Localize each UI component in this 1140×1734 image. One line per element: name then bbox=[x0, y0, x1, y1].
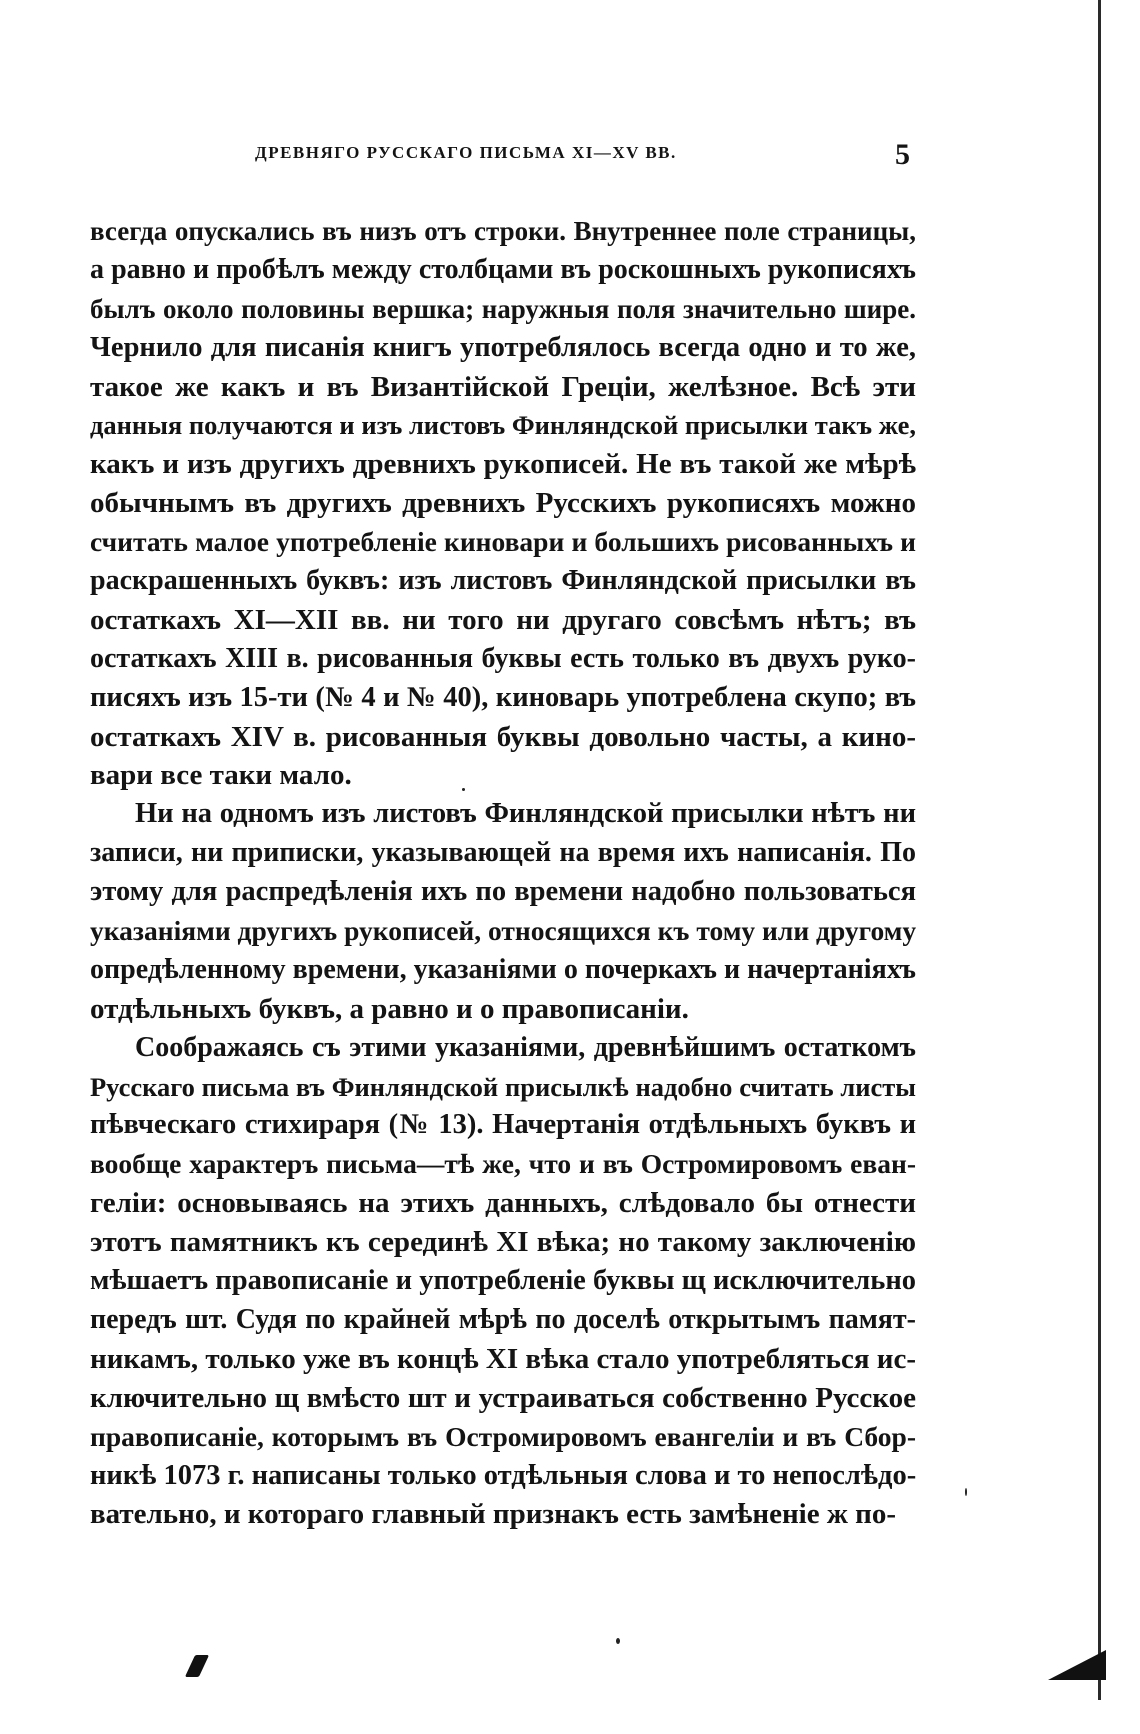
text-line: этому для распредѣленія ихъ по времени надобно пользоваться bbox=[90, 876, 916, 908]
ink-speck bbox=[965, 1488, 967, 1496]
text-line: никамъ, только уже въ концѣ XI вѣка стало употребляться ис- bbox=[90, 1342, 916, 1375]
text-line: передъ шт. Судя по крайней мѣрѣ по доселѣ открытымъ памят- bbox=[90, 1303, 916, 1335]
text-line: остаткахъ XIV в. рисованныя буквы довольно часты, а кино- bbox=[90, 720, 916, 753]
text-line: какъ и изъ другихъ древнихъ рукописей. Не въ такой же мѣрѣ bbox=[90, 448, 916, 481]
text-line: остаткахъ XI—XII вв. ни того ни другаго совсѣмъ нѣтъ; въ bbox=[90, 603, 916, 636]
text-line: мѣшаетъ правописаніе и употребленіе буквы щ исключительно bbox=[90, 1265, 916, 1297]
text-line: такое же какъ и въ Византійской Греціи, желѣзное. Всѣ эти bbox=[90, 370, 916, 403]
text-line: остаткахъ XIII в. рисованныя буквы есть только въ двухъ руко- bbox=[90, 642, 916, 674]
text-line: всегда опускались въ низъ отъ строки. Внутреннее поле страницы, bbox=[90, 216, 916, 246]
text-line: писяхъ изъ 15-ти (№ 4 и № 40), киноварь употреблена скупо; въ bbox=[90, 681, 916, 713]
text-line: отдѣльныхъ буквъ, а равно и о правописаніи. bbox=[90, 992, 689, 1025]
text-line: вательно, и котораго главный признакъ есть замѣненіе ж по- bbox=[90, 1498, 896, 1531]
text-line: вари все таки мало. bbox=[90, 759, 352, 792]
text-line: Русскаго письма въ Финляндской присылкѣ надобно считать листы bbox=[90, 1071, 916, 1102]
text-line: данныя получаются и изъ листовъ Финляндской присылки такъ же, bbox=[90, 410, 916, 441]
scan-shadow-corner bbox=[1048, 1650, 1106, 1680]
text-line: вообще характеръ письма—тѣ же, что и въ Остромировомъ еван- bbox=[90, 1148, 916, 1180]
right-margin-rule bbox=[1098, 0, 1101, 1700]
text-line: правописаніе, которымъ въ Остромировомъ евангеліи и въ Сбор- bbox=[90, 1420, 916, 1452]
page-number: 5 bbox=[895, 138, 910, 171]
text-line: ключительно щ вмѣсто шт и устраиваться собственно Русское bbox=[90, 1381, 916, 1414]
text-line: а равно и пробѣлъ между столбцами въ роскошныхъ рукописяхъ bbox=[90, 253, 916, 285]
text-line: геліи: основываясь на этихъ данныхъ, слѣдовало бы отнести bbox=[90, 1187, 916, 1220]
text-line: пѣвческаго стихираря (№ 13). Начертанія отдѣльныхъ буквъ и bbox=[90, 1109, 916, 1141]
paragraph-start-line: Соображаясь съ этими указаніями, древнѣйшимъ остаткомъ bbox=[135, 1031, 916, 1063]
paragraph-start-line: Ни на одномъ изъ листовъ Финляндской присылки нѣтъ ни bbox=[135, 798, 916, 830]
body-text bbox=[90, 212, 916, 1534]
text-line: былъ около половины вершка; наружныя поля значительно шире. bbox=[90, 293, 916, 324]
text-line: раскрашенныхъ буквъ: изъ листовъ Финляндской присылки въ bbox=[90, 565, 916, 597]
ink-blot-mark bbox=[185, 1655, 209, 1677]
text-line: Чернило для писанія книгъ употреблялось всегда одно и то же, bbox=[90, 331, 916, 363]
text-line: указаніями другихъ рукописей, относящихся къ тому или другому bbox=[90, 915, 916, 947]
running-title: ДРЕВНЯГО РУССКАГО ПИСЬМА XI—XV ВВ. bbox=[255, 143, 677, 162]
text-line: никѣ 1073 г. написаны только отдѣльныя слова и то непослѣдо- bbox=[90, 1459, 916, 1491]
text-line: опредѣленному времени, указаніями о почеркахъ и начертаніяхъ bbox=[90, 953, 916, 985]
text-line: обычнымъ въ другихъ древнихъ Русскихъ рукописяхъ можно bbox=[90, 487, 916, 520]
text-line: записи, ни приписки, указывающей на время ихъ написанія. По bbox=[90, 837, 916, 869]
ink-speck bbox=[616, 1638, 620, 1644]
text-line: этотъ памятникъ къ серединѣ XI вѣка; но такому заключенію bbox=[90, 1226, 916, 1259]
text-line: считать малое употребленіе киновари и большихъ рисованныхъ и bbox=[90, 526, 916, 558]
ink-speck bbox=[462, 788, 465, 791]
